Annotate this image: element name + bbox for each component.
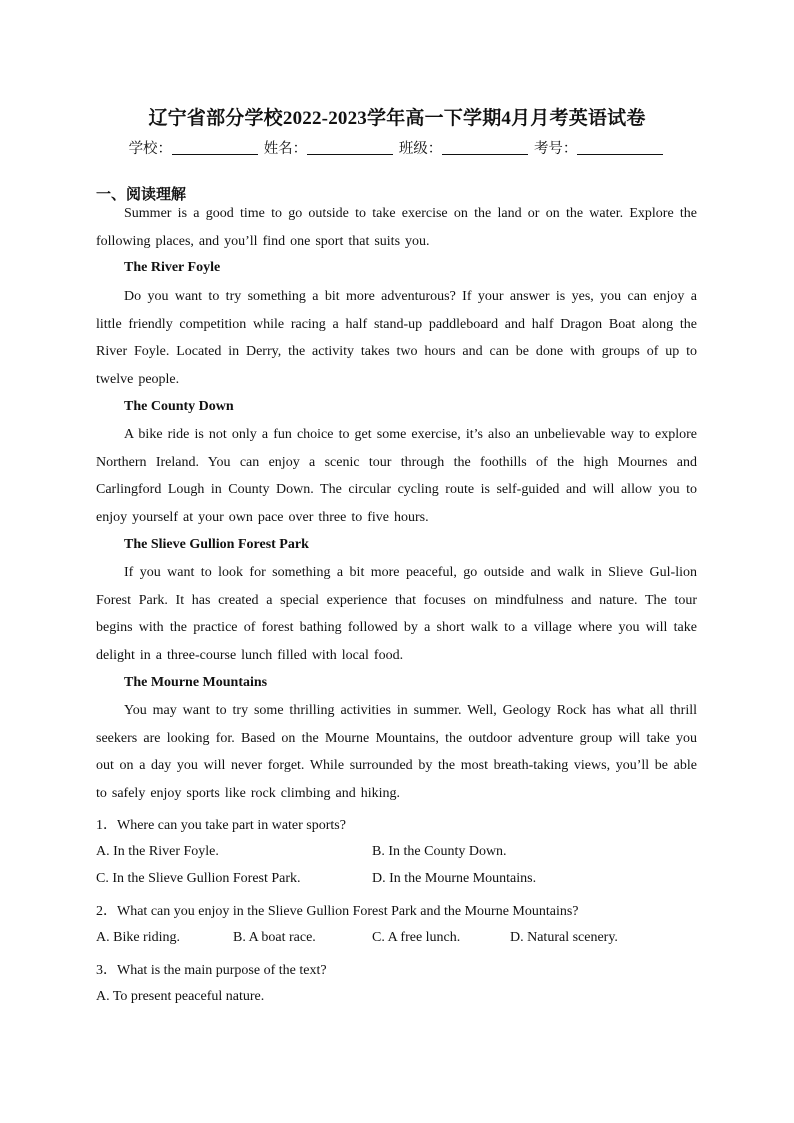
- passage-text: Do you want to try something a bit more adventurous? If your answer is yes, you can enjoy a little friendly competition while racing a half stand-up paddleboard and half Dragon Boat along the River Foyle. Located in Derry, the activity takes two hours and can be done with groups of up to twelve people.: [96, 289, 697, 388]
- question-stem: 3．What is the main purpose of the text?: [96, 963, 327, 978]
- passage-heading: The River Foyle: [124, 260, 221, 275]
- name-blank[interactable]: [307, 140, 393, 155]
- answer-option[interactable]: A. Bike riding.: [96, 930, 180, 945]
- passage-text: If you want to look for something a bit more peaceful, go outside and walk in Slieve Gul-lion Forest Park. It has created a special experience that focuses on mindfulness and nature. The tour begins with the practice of forest bathing followed by a short walk to a village where you will take delight in a three-course lunch filled with local food.: [96, 565, 697, 664]
- question-stem: 2．What can you enjoy in the Slieve Gullion Forest Park and the Mourne Mountains?: [96, 904, 579, 919]
- student-info-line: [0, 137, 794, 158]
- answer-option[interactable]: D. Natural scenery.: [510, 930, 618, 945]
- number-label: 考号：: [533, 141, 578, 157]
- answer-option[interactable]: B. A boat race.: [233, 930, 316, 945]
- answer-option[interactable]: C. A free lunch.: [372, 930, 461, 945]
- passage-heading: The County Down: [124, 399, 234, 414]
- school-label: 学校：: [128, 141, 173, 157]
- answer-option[interactable]: B. In the County Down.: [372, 844, 507, 859]
- page-title: 辽宁省部分学校2022-2023学年高一下学期4月月考英语试卷: [148, 108, 646, 129]
- name-label: 姓名：: [263, 141, 308, 157]
- passage-heading: The Slieve Gullion Forest Park: [124, 537, 309, 552]
- number-blank[interactable]: [577, 140, 663, 155]
- class-label: 班级：: [398, 141, 443, 157]
- question-stem: 1．Where can you take part in water sports?: [96, 818, 346, 833]
- intro-paragraph: Summer is a good time to go outside to take exercise on the land or on the water. Explore the following places, and you’ll find one sport that suits you.: [96, 206, 697, 249]
- answer-option[interactable]: A. To present peaceful nature.: [96, 989, 265, 1004]
- section-title: 一、阅读理解: [96, 187, 187, 203]
- answer-option[interactable]: C. In the Slieve Gullion Forest Park.: [96, 871, 301, 886]
- passage-text: You may want to try some thrilling activities in summer. Well, Geology Rock has what all thrill seekers are looking for. Based on the Mourne Mountains, the outdoor adventure group will take you out on a day you will never forget. While surrounded by the most breath-taking views, you’ll be able to safely enjoy sports like rock climbing and hiking.: [96, 703, 697, 802]
- passage-text: A bike ride is not only a fun choice to get some exercise, it’s also an unbelievable way to explore Northern Ireland. You can enjoy a scenic tour through the foothills of the high Mournes and Carlingford Lough in County Down. The circular cycling route is self-guided and will allow you to enjoy yourself at your own pace over three to five hours.: [96, 427, 697, 526]
- answer-option[interactable]: D. In the Mourne Mountains.: [372, 871, 537, 886]
- class-blank[interactable]: [442, 140, 528, 155]
- school-blank[interactable]: [172, 140, 258, 155]
- answer-option[interactable]: A. In the River Foyle.: [96, 844, 219, 859]
- passage-heading: The Mourne Mountains: [124, 675, 268, 690]
